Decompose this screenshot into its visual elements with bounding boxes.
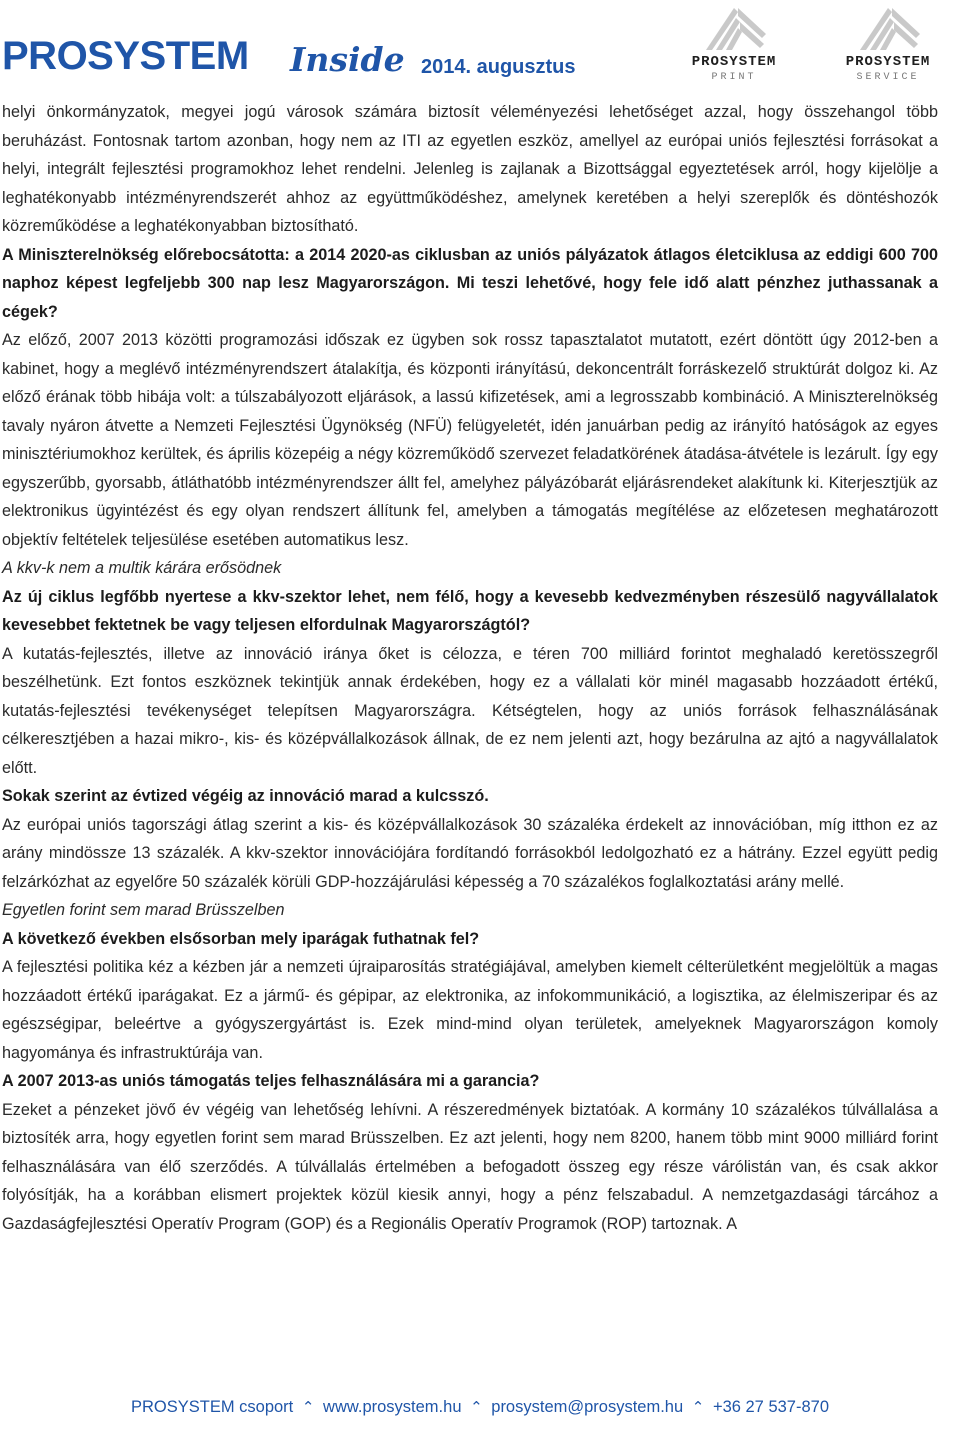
logo-subtitle: SERVICE [856,72,920,83]
building-logo-icon [698,4,770,50]
page-footer [0,1398,960,1417]
paragraph: A fejlesztési politika kéz a kézben jár a nemzeti újraiparosítás stratégiájával, amelyben kiemelt célterületként megjelöltük a magas hozzáadott értékű iparágakat. Ez a jármű- és gépipar, az elektronika, az infokommunikáció, a logisztika, az élelmiszeripar és az egészségipar, beleértve a gyógyszergyártást is. Ezek mind-mind olyan területek, amelyeknek Magyarországon komoly hagyománya és infrastruktúrája van. [2,958,938,1062]
brand-subtitle: Inside [290,40,405,79]
interview-question: Sokak szerint az évtized végéig az innováció marad a kulcsszó. [2,787,489,805]
footer-website-link[interactable]: www.prosystem.hu [323,1398,462,1416]
paragraph: Ezeket a pénzeket jövő év végéig van lehetőség lehívni. A részeredmények biztatóak. A kormány 10 százalékos túlvállalása a biztosíték arra, hogy egyetlen forint sem marad Brüsszelben. Ez azt jelenti, hogy nem 8200, hanem több mint 9000 milliárd forint felhasználására van élő szerződés. A túlvállalás értelmében a befogadott összeg egy része várólistán van, és csak akkor folyósítják, ha a korábban elismert projektek közül kiesik annyi, hogy a pénz felszabadul. A nemzetgazdasági tárcához a Gazdaságfejlesztési Operatív Program (GOP) és a Regionális Operatív Programok (ROP) tartoznak. A [2,1100,938,1233]
prosystem-print-logo [664,4,804,88]
footer-company: PROSYSTEM csoport [130,1398,294,1416]
interview-question: Az új ciklus legfőbb nyertese a kkv-szektor lehet, nem félő, hogy a kevesebb kedvezményben részesülő nagyvállalatok kevesebbet fektetnek be vagy teljesen elfordulnak Magyarországtól? [2,587,938,634]
separator-icon: ⌃ [470,1399,483,1416]
paragraph: Az előző, 2007 2013 közötti programozási időszak ez ügyben sok rossz tapasztalatot mutatott, ezért döntött úgy 2012-ben a kabinet, hogy a meglévő intézményrendszert átalakítja, és központi irányítású, dekoncentrált forráskezelő struktúrát dolgoz ki. Az előző érának több hibája volt: a túlszabályozott eljárások, a lassú kifizetések, ami a legrosszabb kombináció. A Miniszterelnökség tavaly nyáron átvette a Nemzeti Fejlesztési Ügynökség (NFÜ) felügyeletét, idén januárban pedig az irányító hatóságok az egyes minisztériumokhoz kerültek, és április közepéig a négy közreműködő szervezet feladatkörének átadása-átvétele is lezárult. Így egy egyszerűbb, gyorsabb, átláthatóbb intézményrendszer állt fel, amelyhez pályázóbarát eljárásrendeket alakítunk ki. Kiterjesztjük az elektronikus ügyintézést és egy olyan rendszert állítunk fel, amelyben a támogatás megítélése az előzetesen meghatározott objektív feltételek teljesülése esetében automatikus lesz. [2,331,938,549]
footer-phone: +36 27 537-870 [712,1398,830,1416]
page-header [0,0,960,92]
interview-question: A Miniszterelnökség előrebocsátotta: a 2014 2020-as ciklusban az uniós pályázatok átlagos életciklusa az eddigi 600 700 naphoz képest legfeljebb 300 nap lesz Magyarországon. Mi teszi lehetővé, hogy fele idő alatt pénzhez juthassanak a cégek? [2,245,938,321]
separator-icon: ⌃ [691,1399,705,1416]
logo-wordmark: PROSYSTEM [691,54,777,70]
separator-icon: ⌃ [301,1399,315,1416]
brand-title: PROSYSTEM [2,34,249,78]
issue-date: 2014. augusztus [421,56,576,78]
article-body [2,98,938,1238]
prosystem-service-logo [818,4,958,88]
subheading: Egyetlen forint sem marad Brüsszelben [2,901,285,919]
building-logo-icon [852,4,924,50]
interview-question: A következő években elsősorban mely iparágak futhatnak fel? [2,929,480,948]
paragraph: Az európai uniós tagországi átlag szerint a kis- és középvállalkozások 30 százaléka érdekelt az innovációban, míg itthon ez az arány mindössze 13 százalék. A kkv-szektor innovációjára fordítandó forrásokból ledolgozható ez a hátrány. Ezzel együtt pedig felzárkózhat az egyelőre 50 százalék körüli GDP-hozzájárulási képesség a 70 százalékos foglalkoztatási arány mellé. [2,815,938,891]
subheading: A kkv-k nem a multik kárára erősödnek [2,559,282,577]
logo-wordmark: PROSYSTEM [845,54,931,70]
logo-subtitle: PRINT [711,72,757,83]
interview-question: A 2007 2013-as uniós támogatás teljes felhasználására mi a garancia? [2,1072,540,1090]
footer-email-link[interactable]: prosystem@prosystem.hu [491,1398,684,1416]
paragraph: helyi önkormányzatok, megyei jogú városok számára biztosít véleményezési lehetőséget azzal, hogy összehangol több beruházást. Fontosnak tartom azonban, hogy nem az ITI az egyetlen eszköz, amellyel az európai uniós fejlesztési forrásokat a helyi, integrált fejlesztési programokhoz lehet rendelni. Jelenleg is zajlanak a Bizottsággal egyeztetések arról, hogy kijelölje a leghatékonyabb intézményrendszerét ahhoz az együttműködéshez, amelynek keretében a helyi szereplők és döntéshozók közreműködése a leghatékonyabban biztosítható. [2,103,938,235]
paragraph: A kutatás-fejlesztés, illetve az innováció iránya őket is célozza, e téren 700 milliárd forintot meghaladó keretösszegről beszélhetünk. Ezt fontos eszköznek tekintjük annak érdekében, hogy ez a vállalati kör minél magasabb hozzáadott értékű, kutatás-fejlesztési tevékenységet telepítsen Magyarországra. Kétségtelen, hogy az uniós források felhasználásának célkeresztjében a hazai mikro-, kis- és középvállalkozások állnak, de ez nem jelenti azt, hogy bezárulna az ajtó a nagyvállalatok előtt. [2,644,938,777]
